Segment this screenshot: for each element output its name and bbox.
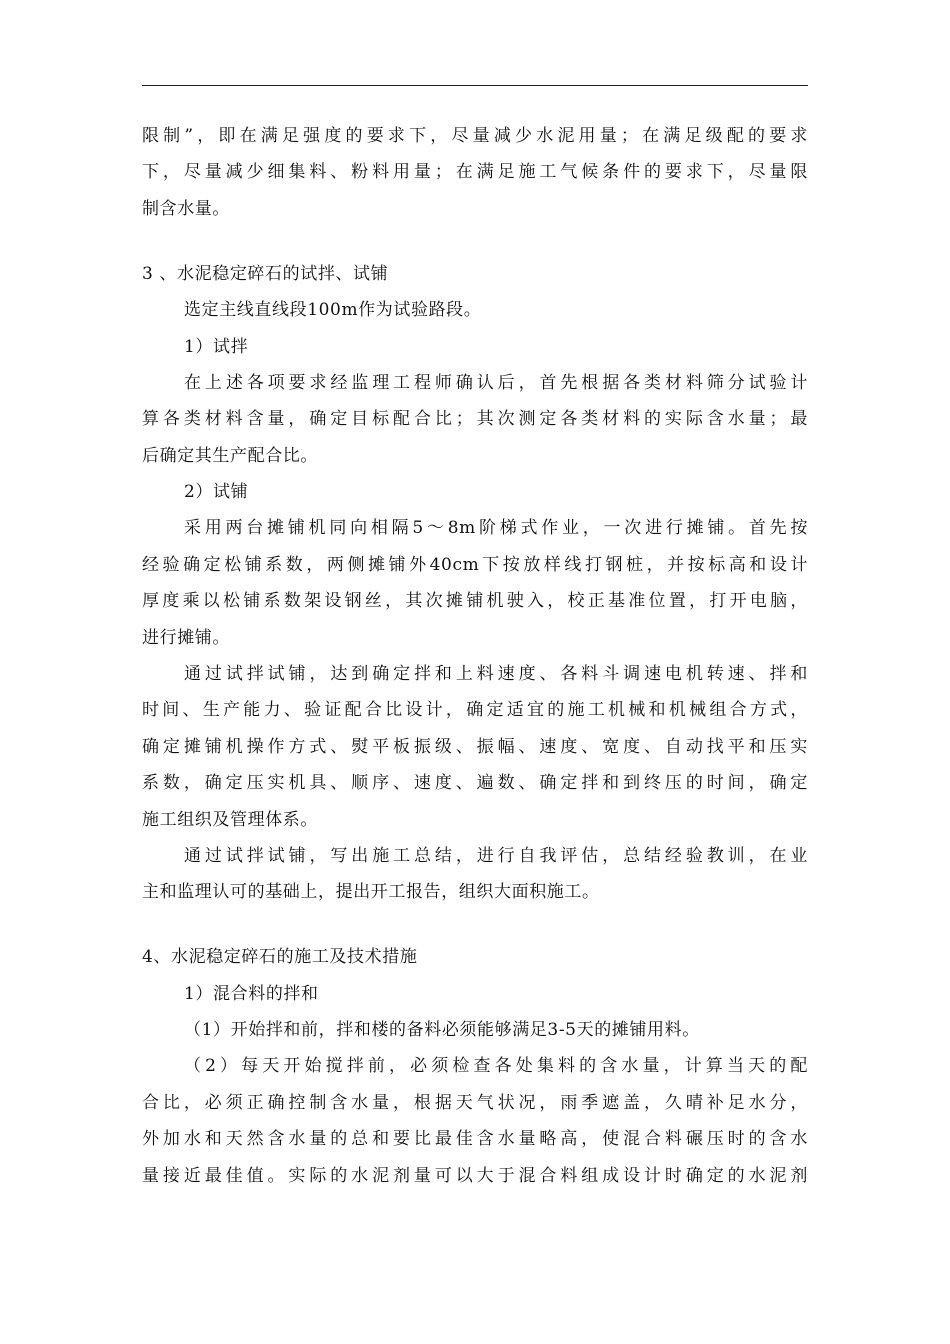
paragraph-line: 选定主线直线段100m作为试验路段。 (184, 300, 482, 320)
paragraph-line: （1）开始拌和前，拌和楼的备料必须能够满足3-5天的摊铺用料。 (184, 1020, 700, 1040)
paragraph-line: 量接近最佳值。实际的水泥剂量可以大于混合料组成设计时确定的水泥剂 (142, 1166, 808, 1186)
section-heading: 4、水泥稳定碎石的施工及技术措施 (142, 947, 418, 967)
paragraph-line: 合比，必须正确控制含水量，根据天气状况，雨季遮盖，久晴补足水分， (142, 1093, 808, 1113)
subsection-heading: 1）试拌 (184, 337, 249, 357)
paragraph-line: 系数，确定压实机具、顺序、速度、遍数、确定拌和到终压的时间，确定 (142, 773, 808, 793)
paragraph-line: 制含水量。 (142, 199, 230, 219)
header-rule (142, 85, 808, 86)
paragraph-line: 主和监理认可的基础上，提出开工报告，组织大面积施工。 (142, 882, 600, 902)
paragraph-line: 采用两台摊铺机同向相隔5～8m阶梯式作业，一次进行摊铺。首先按 (184, 518, 808, 538)
paragraph-line: 时间、生产能力、验证配合比设计，确定适宜的施工机械和机械组合方式， (142, 700, 808, 720)
paragraph-line: 经验确定松铺系数，两侧摊铺外40cm下按放样线打钢桩，并按标高和设计 (142, 555, 808, 575)
paragraph-line: 厚度乘以松铺系数架设钢丝，其次摊铺机驶入，校正基准位置，打开电脑， (142, 591, 808, 611)
paragraph-line: 限制”，即在满足强度的要求下，尽量减少水泥用量；在满足级配的要求 (142, 126, 808, 146)
paragraph-line: 外加水和天然含水量的总和要比最佳含水量略高，使混合料碾压时的含水 (142, 1129, 808, 1149)
paragraph-line: 通过试拌试铺，达到确定拌和上料速度、各料斗调速电机转速、拌和 (184, 664, 808, 684)
paragraph-line: 算各类材料含量，确定目标配合比；其次测定各类材料的实际含水量；最 (142, 409, 808, 429)
subsection-heading: 1）混合料的拌和 (184, 984, 319, 1004)
section-heading: 3 、水泥稳定碎石的试拌、试铺 (142, 264, 389, 284)
subsection-heading: 2）试铺 (184, 482, 249, 502)
paragraph-line: 确定摊铺机操作方式、熨平板振级、振幅、速度、宽度、自动找平和压实 (142, 737, 808, 757)
paragraph-line: 后确定其生产配合比。 (142, 446, 318, 466)
paragraph-line: 在上述各项要求经监理工程师确认后，首先根据各类材料筛分试验计 (184, 373, 808, 393)
paragraph-line: 进行摊铺。 (142, 628, 230, 648)
paragraph-line: （2）每天开始搅拌前，必须检查各处集料的含水量，计算当天的配 (184, 1056, 808, 1076)
paragraph-line: 下，尽量减少细集料、粉料用量；在满足施工气候条件的要求下，尽量限 (142, 162, 808, 182)
paragraph-line: 施工组织及管理体系。 (142, 810, 318, 830)
paragraph-line: 通过试拌试铺，写出施工总结，进行自我评估，总结经验教训，在业 (184, 846, 808, 866)
